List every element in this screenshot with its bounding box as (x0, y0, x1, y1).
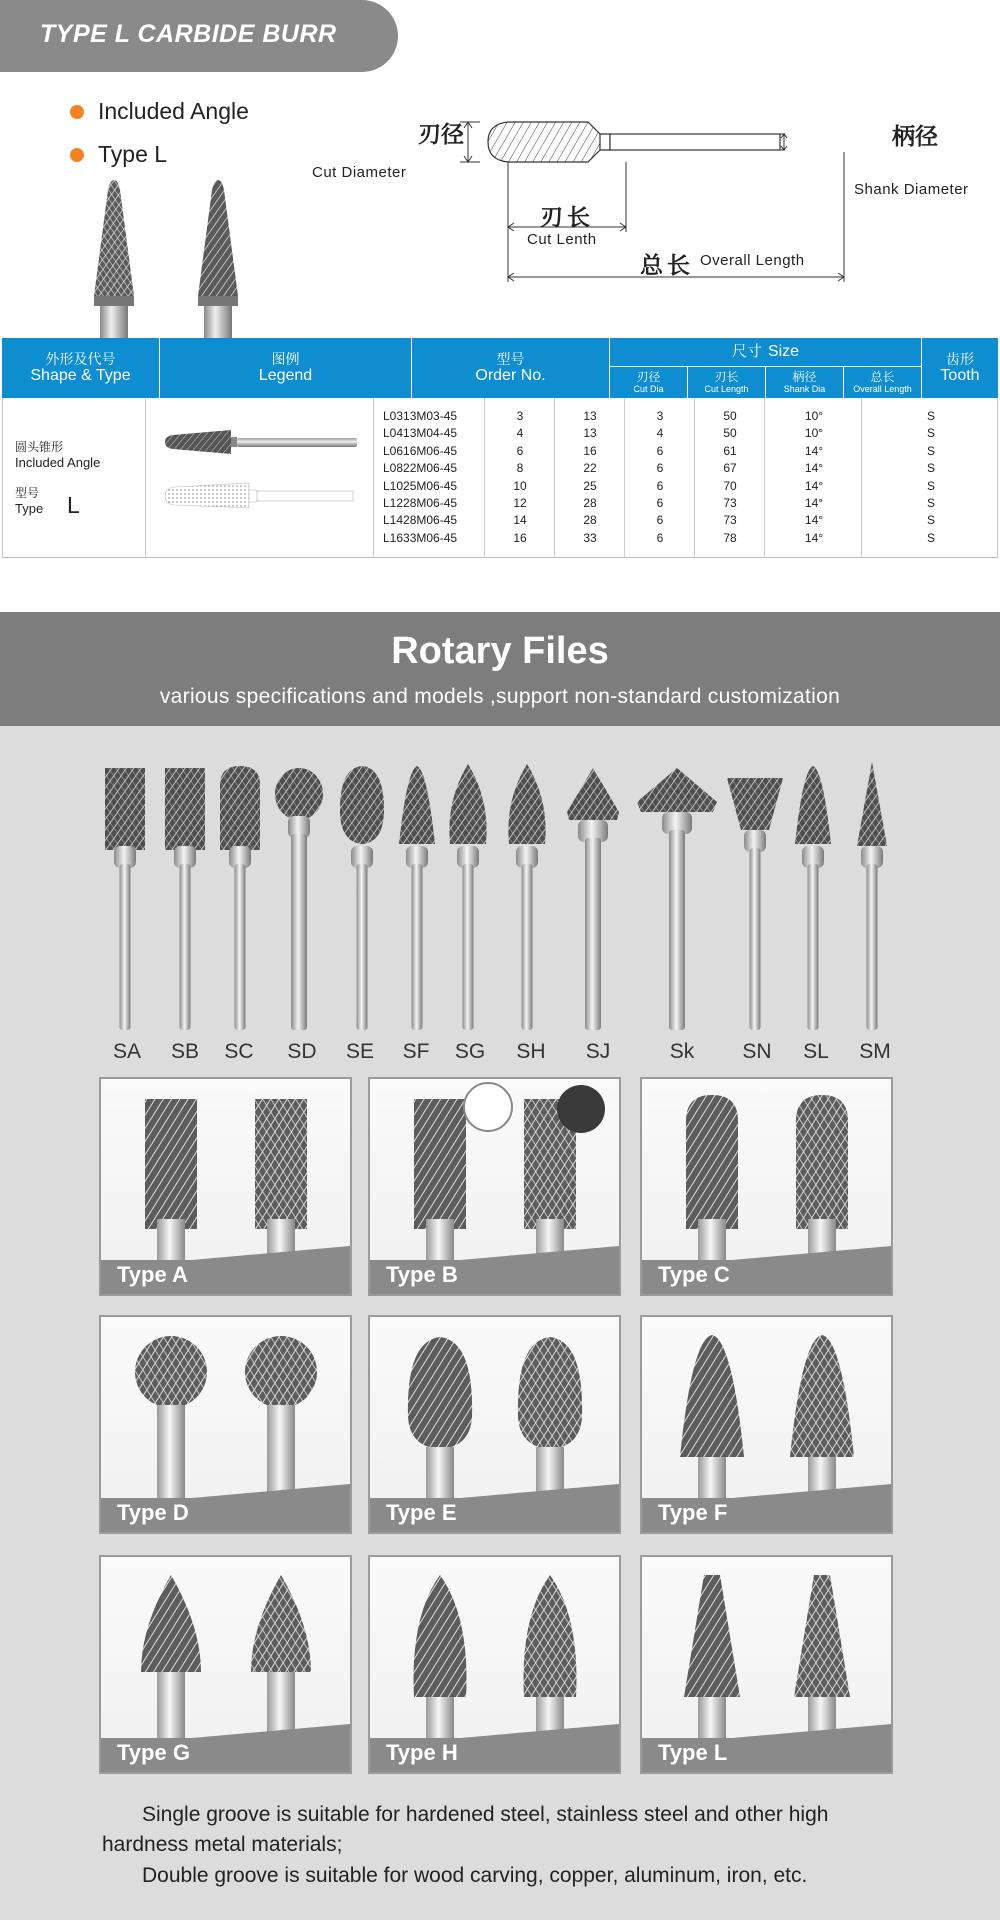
table-cell: 25 (583, 478, 597, 493)
table-cell: 3 (516, 409, 524, 423)
burr-label: SC (224, 1040, 254, 1063)
table-cell: 28 (583, 513, 597, 528)
table-cell: 6 (656, 443, 664, 458)
table-header (2, 338, 998, 398)
burr-sn (727, 778, 783, 1030)
type-label-en: Type (15, 501, 44, 516)
order-number-cell: L0313M03-45 (383, 409, 458, 423)
table-cell: 70 (723, 478, 737, 493)
cut-length-cn: 刃长 (540, 204, 594, 230)
th-order: 型号 Order No. (412, 338, 610, 398)
type-l-burr-images (80, 176, 270, 338)
type-card-label: Type A (117, 1262, 188, 1287)
note-single-groove: Single groove is suitable for hardened steel, stainless steel and other high (142, 1803, 829, 1826)
table-cell: S (926, 461, 935, 476)
table-cell: 6 (656, 530, 664, 545)
table-cell: 4 (656, 426, 664, 441)
table-cell: 61 (723, 443, 737, 458)
type-card-d (99, 1315, 352, 1534)
rotary-subtitle: various specifications and models ,support non-standard customization (159, 685, 841, 708)
order-number-cell: L0616M06-45 (383, 443, 458, 458)
spec-table (2, 338, 998, 558)
table-cell: 10° (804, 409, 824, 423)
table-cell: 14° (804, 443, 824, 458)
type-card-b (368, 1077, 621, 1296)
bullet-type-l: Type L (98, 141, 168, 167)
note-double-groove: Double groove is suitable for wood carving, copper, aluminum, iron, etc. (142, 1864, 808, 1887)
type-card-label: Type E (386, 1500, 457, 1525)
type-code: L (67, 492, 80, 518)
type-card-l (640, 1555, 893, 1774)
table-cell: 73 (723, 513, 737, 528)
legend-images (159, 428, 364, 528)
type-card-label: Type F (658, 1500, 728, 1525)
title-banner (0, 0, 398, 72)
th-legend: 图例 Legend (160, 338, 412, 398)
order-number-cell: L1633M06-45 (383, 530, 458, 545)
table-body (2, 398, 998, 558)
table-cell: 16 (513, 530, 527, 545)
bullet-included-angle: Included Angle (98, 98, 249, 124)
table-cell: S (926, 513, 935, 528)
burr-label: SN (742, 1040, 772, 1063)
th-cut-dia: 刃径 Cut Dia (610, 367, 688, 398)
type-card-a (99, 1077, 352, 1296)
order-number-cell: L0413M04-45 (383, 426, 458, 441)
order-number-cell: L1228M06-45 (383, 496, 458, 510)
type-card-label: Type B (386, 1262, 458, 1287)
burr-label: SM (859, 1040, 891, 1063)
table-cell: 12 (513, 496, 527, 510)
burr-se (340, 766, 384, 1030)
burr-sj (567, 768, 619, 1030)
type-label-cn: 型号 (15, 486, 40, 500)
table-cell: S (926, 426, 935, 441)
table-cell: 10 (513, 478, 527, 493)
type-card-h (368, 1555, 621, 1774)
th-overall-length: 总长 Overall Length (844, 367, 922, 398)
th-cut-length: 刃长 Cut Length (688, 367, 766, 398)
table-cell: 6 (656, 513, 664, 528)
order-number-cell: L1428M06-45 (383, 513, 458, 528)
table-cell: 22 (583, 461, 597, 476)
burr-sd (275, 768, 323, 1030)
table-cell: 6 (656, 478, 664, 493)
burr-sb (165, 768, 205, 1030)
page-title: TYPE L CARBIDE BURR (40, 20, 337, 48)
th-shank-dia: 柄径 Shank Dia (766, 367, 844, 398)
table-cell: S (926, 478, 935, 493)
shape-name-en: Included Angle (15, 455, 101, 470)
rotary-title: Rotary Files (391, 630, 609, 672)
burr-label: SF (402, 1040, 430, 1063)
table-cell: 14 (513, 513, 527, 528)
th-shape: 外形及代号 Shape & Type (2, 338, 160, 398)
cut-diameter-en: Cut Diameter (312, 164, 407, 181)
burr-label: SD (287, 1040, 317, 1063)
burr-sc (220, 766, 260, 1030)
shank-diameter-cn: 柄径 (892, 123, 938, 149)
burr-label: Sk (669, 1040, 695, 1063)
table-cell: 14° (804, 513, 824, 528)
type-card-c (640, 1077, 893, 1296)
cut-diameter-cn: 刃径 (418, 121, 464, 147)
type-card-e (368, 1315, 621, 1534)
shape-name-cn: 圆头锥形 (15, 440, 64, 454)
table-cell: 10° (804, 426, 824, 441)
burr-label: SG (454, 1040, 486, 1063)
type-card-label: Type H (386, 1740, 458, 1765)
type-card-label: Type G (117, 1740, 190, 1765)
order-number-cell: L1025M06-45 (383, 478, 458, 493)
table-cell: 73 (723, 496, 737, 510)
order-number-cell: L0822M06-45 (383, 461, 458, 476)
overall-length-cn: 总长 (640, 252, 694, 278)
burr-label: SA (112, 1040, 141, 1063)
bullet-icon (70, 148, 84, 162)
table-cell: 4 (516, 426, 524, 441)
table-cell: 6 (516, 443, 524, 458)
shank-diameter-en: Shank Diameter (854, 181, 969, 198)
burr-sa (105, 768, 145, 1030)
burr-sf (399, 766, 435, 1030)
th-tooth: 齿形 Tooth (940, 351, 980, 384)
table-cell: 14° (804, 496, 824, 510)
table-cell: S (926, 443, 935, 458)
type-card-label: Type L (658, 1740, 728, 1765)
table-cell: S (926, 409, 935, 423)
rotary-burr-lineup (95, 760, 905, 1035)
table-cell: 8 (516, 461, 524, 476)
table-cell: 67 (723, 461, 737, 476)
burr-sl (795, 766, 831, 1030)
table-cell: S (926, 496, 935, 510)
table-cell: S (926, 530, 935, 545)
table-cell: 13 (583, 426, 597, 441)
table-cell: 14° (804, 461, 824, 476)
burr-sm (857, 762, 887, 1030)
table-cell: 16 (583, 443, 597, 458)
burr-label: SJ (585, 1040, 611, 1063)
th-size: 尺寸 Size (610, 338, 922, 367)
burr-label: SE (345, 1040, 374, 1063)
burr-sk (637, 768, 717, 1030)
table-cell: 33 (583, 530, 597, 545)
burr-sh (508, 764, 545, 1030)
burr-label: SL (803, 1040, 829, 1063)
table-cell: 14° (804, 478, 824, 493)
overall-length-en: Overall Length (700, 252, 805, 269)
note-single-groove-cont: hardness metal materials; (102, 1833, 343, 1856)
type-card-label: Type C (658, 1262, 730, 1287)
cut-length-en: Cut Lenth (527, 231, 597, 248)
burr-label: SH (516, 1040, 546, 1063)
table-cell: 6 (656, 461, 664, 476)
type-card-label: Type D (117, 1500, 189, 1525)
type-card-g (99, 1555, 352, 1774)
type-card-f (640, 1315, 893, 1534)
table-cell: 13 (583, 409, 597, 423)
table-cell: 78 (723, 530, 737, 545)
table-cell: 28 (583, 496, 597, 510)
bullet-icon (70, 105, 84, 119)
burr-label: SB (170, 1040, 199, 1063)
table-cell: 3 (656, 409, 664, 423)
burr-sg (449, 764, 486, 1030)
table-cell: 50 (723, 426, 737, 441)
table-cell: 50 (723, 409, 737, 423)
table-cell: 14° (804, 530, 824, 545)
table-cell: 6 (656, 496, 664, 510)
